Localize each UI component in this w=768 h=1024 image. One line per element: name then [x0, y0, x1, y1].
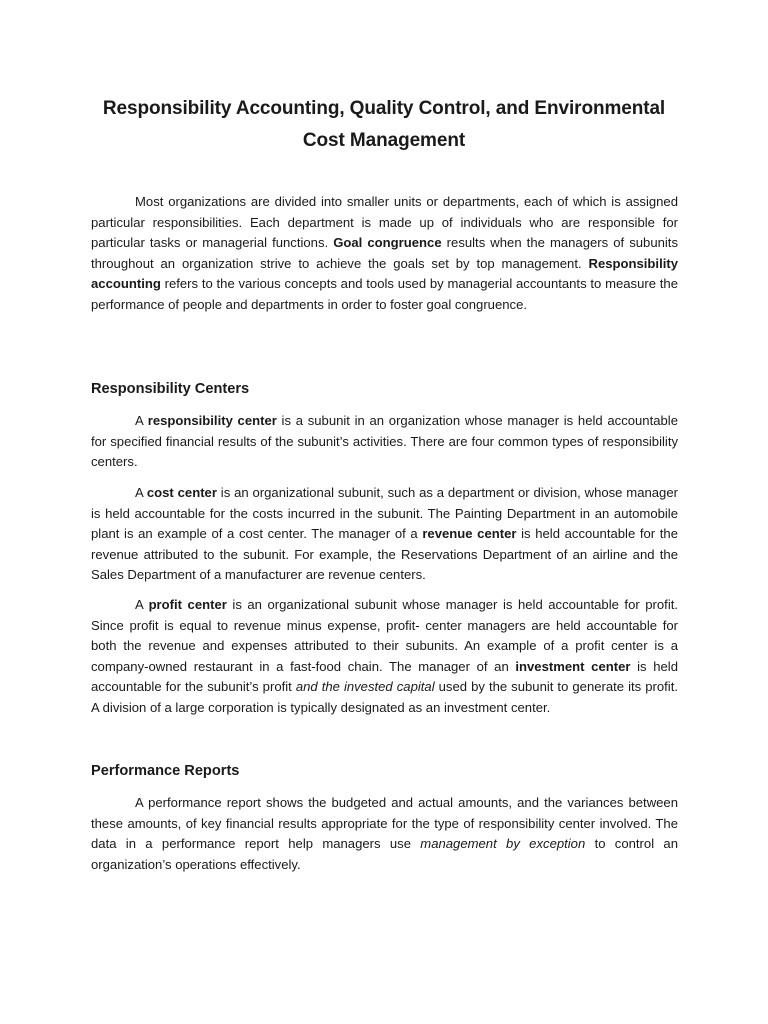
paragraph-performance-report	[91, 793, 678, 875]
paragraph-text: A	[135, 413, 148, 428]
paragraph-text: is held accountable for the subunit’s profit	[91, 658, 678, 694]
paragraph-text: is an organizational subunit, such as a department or division, whose manager is held accountable for the costs incurred in the subunit. The Painting Department in an automobile plant is an example of a cost center. The manager of a	[91, 485, 678, 541]
emphasis-invested-capital: and the invested capital	[295, 679, 435, 694]
paragraph-text: is an organizational subunit whose manager is held accountable for profit. Since profit is equal to revenue minus expense, profit- center managers are held accountable for both the revenue and expenses attributed to their subunits. An example of a profit center is a company-owned restaurant in a fast-food chain. The manager of an	[91, 597, 678, 674]
term-cost-center: cost center	[146, 485, 217, 500]
term-profit-center: profit center	[148, 597, 227, 612]
term-investment-center: investment center	[515, 658, 631, 674]
term-responsibility-accounting: Responsibility accounting	[91, 255, 678, 291]
intro-text-3: refers to the various concepts and tools used by managerial accountants to measure the performance of people and departments in order to foster goal congruence.	[91, 276, 678, 312]
paragraph-responsibility-center	[91, 411, 678, 473]
intro-text-1: Most organizations are divided into smaller units or departments, each of which is assigned particular responsibilities. Each department is made up of individuals who are responsible for particular tasks or managerial functions.	[91, 194, 678, 250]
heading-responsibility-centers: Responsibility Centers	[91, 381, 250, 397]
paragraph-text: A performance report shows the budgeted and actual amounts, and the variances between these amounts, of key financial results appropriate for the type of responsibility center involved. The data in a performance report help managers use	[91, 795, 678, 851]
heading-performance-reports: Performance Reports	[91, 763, 240, 779]
paragraph-text: is a subunit in an organization whose manager is held accountable for specified financial results of the subunit’s activities. There are four common types of responsibility centers.	[91, 413, 678, 469]
term-responsibility-center: responsibility center	[147, 413, 277, 428]
paragraph-text: is held accountable for the revenue attributed to the subunit. For example, the Reservations Department of an airline and the Sales Department of a manufacturer are revenue centers.	[91, 526, 678, 582]
term-goal-congruence: Goal congruence	[333, 235, 442, 250]
emphasis-management-by-exception: management by exception	[420, 836, 586, 851]
paragraph-profit-investment-center	[91, 595, 678, 718]
paragraph-text: A	[135, 485, 147, 500]
intro-paragraph	[91, 192, 678, 315]
term-revenue-center: revenue center	[422, 526, 517, 541]
paragraph-cost-revenue-center	[91, 483, 678, 586]
paragraph-text: used by the subunit to generate its profit. A division of a large corporation is typically designated as an investment center.	[91, 679, 678, 715]
paragraph-text: A	[135, 597, 149, 612]
document-title: Responsibility Accounting, Quality Control, and Environmental Cost Management	[102, 98, 666, 151]
intro-text-2: results when the managers of subunits throughout an organization strive to achieve the goals set by top management.	[91, 235, 678, 271]
paragraph-text: to control an organization’s operations effectively.	[91, 836, 678, 872]
